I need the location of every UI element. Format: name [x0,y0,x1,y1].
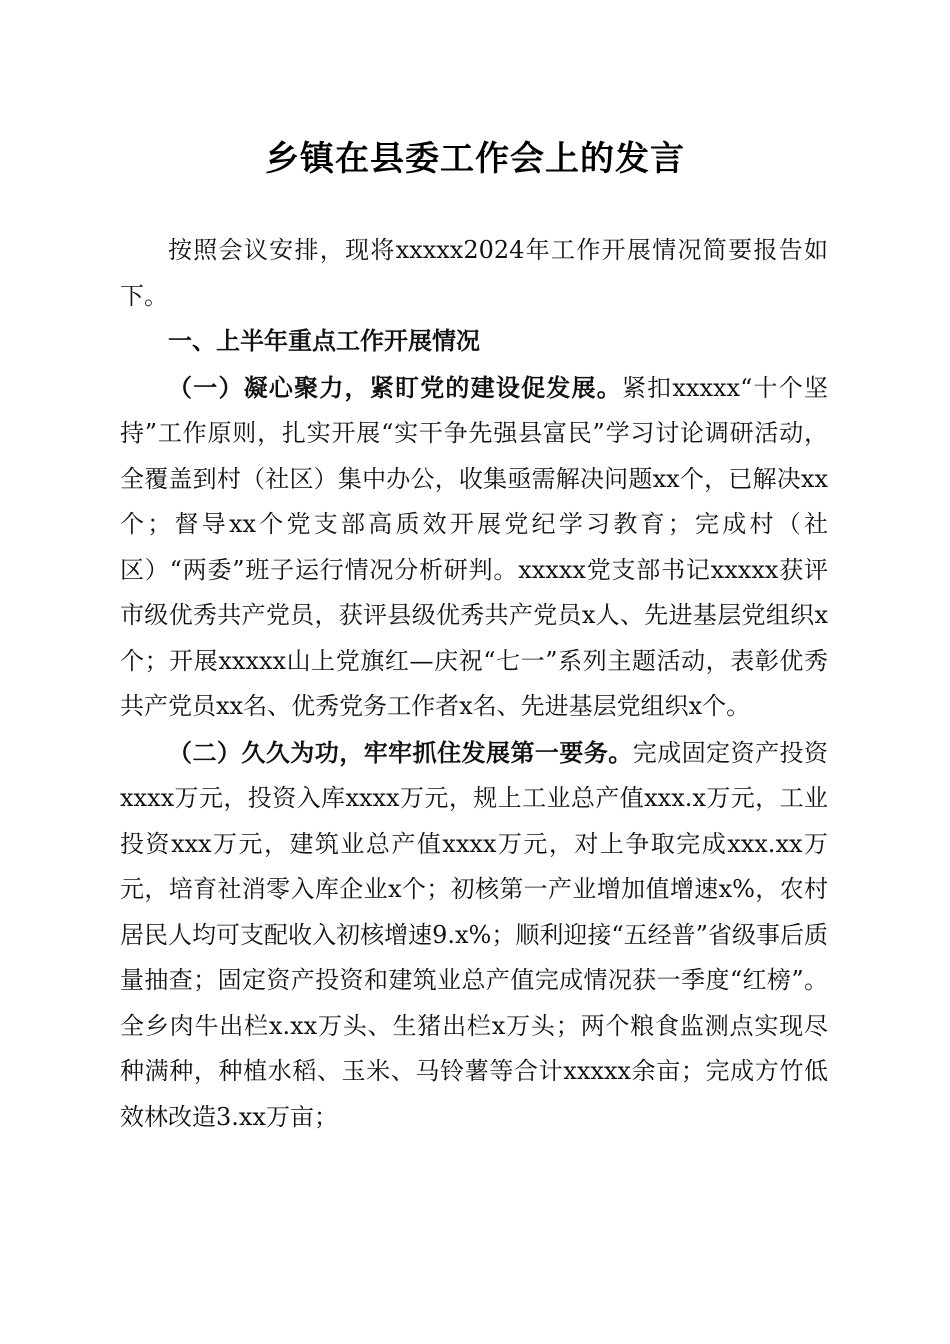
paragraph-lead: （二）久久为功，牢牢抓住发展第一要务。 [168,737,633,767]
section-heading: 一、上半年重点工作开展情况 [168,327,480,355]
paragraph-development [120,730,828,1141]
intro-paragraph: 按照会议安排，现将xxxxx2024年工作开展情况简要报告如下。 [120,236,828,310]
paragraph-lead: （一）凝心聚力，紧盯党的建设促发展。 [168,372,622,402]
paragraph-text: 完成固定资产投资xxxx万元，投资入库xxxx万元，规上工业总产值xxx.x万元，工业投资xxx万元，建筑业总产值xxxx万元，对上争取完成xxx.xx万元，培育社消零入库企业x个；初核第一产业增加值增速x%，农村居民人均可支配收入初核增速9.x%；顺利迎接“五经普”省级事后质量抽查；固定资产投资和建筑业总产值完成情况获一季度“红榜”。全乡肉牛出栏x.xx万头、生猪出栏x万头；两个粮食监测点实现尽种满种，种植水稻、玉米、马铃薯等合计xxxxx余亩；完成方竹低效林改造3.xx万亩； [120,738,829,1131]
paragraph-text: 紧扣xxxxx“十个坚持”工作原则，扎实开展“实干争先强县富民”学习讨论调研活动，全覆盖到村（社区）集中办公，收集亟需解决问题xx个，已解决xx个；督导xx个党支部高质效开展党纪学习教育；完成村（社区）“两委”班子运行情况分析研判。xxxxx党支部书记xxxxx获评市级优秀共产党员，获评县级优秀共产党员x人、先进基层党组织x个；开展xxxxx山上党旗红—庆祝“七一”系列主题活动，表彰优秀共产党员xx名、优秀党务工作者x名、先进基层党组织x个。 [120,373,828,720]
document-title: 乡镇在县委工作会上的发言 [265,139,685,179]
paragraph-party-building [120,365,828,730]
document-body [120,228,828,1140]
